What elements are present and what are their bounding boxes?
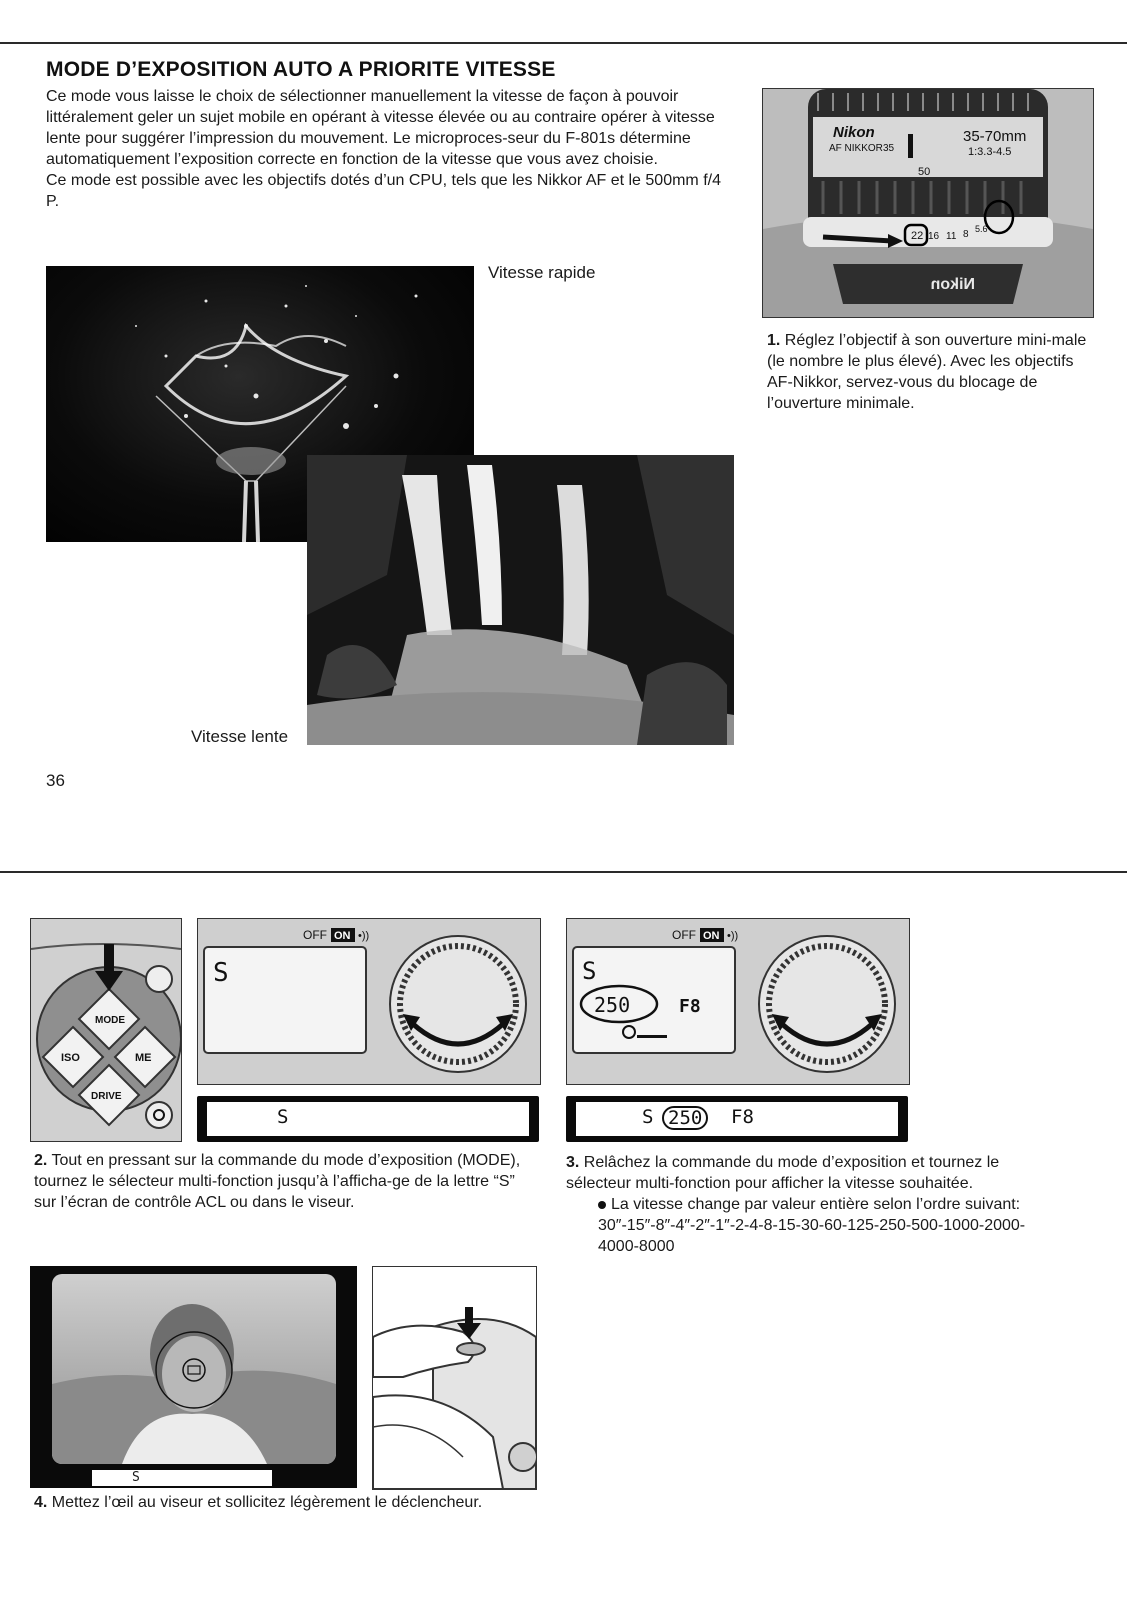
mode-button-label: MODE [95, 1015, 125, 1026]
caption-fast-shutter: Vitesse rapide [488, 263, 596, 282]
page-number: 36 [46, 771, 65, 790]
lcd-panel-b [566, 918, 910, 1085]
metering-button[interactable] [146, 966, 172, 992]
lens-mount-icon [509, 1443, 536, 1471]
finder-b-speed: 250 [662, 1106, 708, 1130]
lcd-panel-a-illustration [198, 919, 540, 1084]
iso-button-label: ISO [61, 1052, 80, 1064]
lcd-b-mode: S [582, 957, 597, 985]
viewfinder-display-b [566, 1096, 908, 1142]
button-panel-illustration [31, 919, 181, 1141]
bullet-icon [598, 1201, 606, 1209]
camera-button-panel [30, 918, 182, 1142]
finger-on-shutter-illustration [373, 1267, 536, 1489]
lens-illustration [763, 89, 1093, 317]
drive-button-label: DRIVE [91, 1091, 122, 1102]
shutter-release-illustration [372, 1266, 537, 1490]
top-rule [0, 42, 1127, 44]
aperture-5-6: 5.6 [975, 224, 988, 234]
waterfall-illustration [307, 455, 734, 745]
lens-closeup-photo [762, 88, 1094, 318]
step-1-number: 1. [767, 332, 781, 349]
finder-b-aperture: F8 [731, 1106, 754, 1128]
lens-focal-35: 35 [883, 143, 895, 154]
lcd-b-speed: 250 [594, 993, 631, 1017]
multi-function-dial-a[interactable] [390, 936, 526, 1072]
switch-off-label-b: OFF [672, 928, 696, 942]
step-2 [34, 1150, 534, 1213]
lens-focal-50: 50 [918, 166, 931, 178]
viewfinder-mode: S [132, 1470, 140, 1485]
viewfinder-image [30, 1266, 357, 1488]
step-2-number: 2. [34, 1152, 48, 1169]
switch-on-label-a: ON [334, 930, 351, 942]
intro-paragraph-1: Ce mode vous laisse le choix de sélectionner manuellement la vitesse de façon à pouvoir littéralement geler un sujet mobile en opérant à vitesse élevée ou au contraire opérer à vitesse lente pour suggérer l’impression du mouvement. Le microproces-seur du F-801s détermine automatiquement l’exposition correcte en fonction de la vitesse que vous avez choisie. [46, 88, 715, 168]
step-4 [34, 1492, 594, 1513]
self-timer-button[interactable] [146, 1102, 172, 1128]
step-3-bullet-text: La vitesse change par valeur entière selon l’ordre suivant: [611, 1196, 1021, 1213]
beep-icon-b: •)) [727, 930, 739, 942]
step-2-text: Tout en pressant sur la commande du mode d’exposition (MODE), tournez le sélecteur multi-fonction jusqu’à l’afficha-ge de la lettre “S” sur l’écran de contrôle ACL ou dans le viseur. [34, 1152, 521, 1211]
bottom-rule [0, 871, 1127, 873]
beep-icon-a: •)) [358, 930, 370, 942]
lens-model-label: AF NIKKOR [829, 143, 883, 154]
caption-slow-shutter: Vitesse lente [191, 727, 289, 746]
step-3-number: 3. [566, 1154, 580, 1171]
lens-brand-label: Nikon [833, 124, 875, 141]
portrait-illustration [52, 1274, 336, 1464]
lens-zoom-label: 35-70mm [963, 128, 1027, 145]
finder-a-mode: S [277, 1106, 289, 1128]
step-3 [566, 1152, 1066, 1257]
aperture-22: 22 [911, 230, 924, 242]
aperture-11: 11 [946, 231, 957, 242]
me-button-label: ME [135, 1052, 152, 1064]
slow-shutter-photo [307, 455, 734, 745]
switch-on-label-b: ON [703, 930, 720, 942]
lcd-a-mode: S [213, 958, 229, 988]
switch-off-label-a: OFF [303, 928, 327, 942]
step-4-text: Mettez l’œil au viseur et sollicitez légèrement le déclencheur. [51, 1494, 483, 1511]
shutter-speed-sequence: 30″-15″-8″-4″-2″-1″-2-4-8-15-30-60-125-250-500-1000-2000-4000-8000 [598, 1217, 1026, 1255]
finder-b-mode: S [642, 1106, 654, 1128]
intro-paragraph-2: Ce mode est possible avec les objectifs dotés d’un CPU, tels que les Nikkor AF et le 500mm f/4 P. [46, 172, 721, 210]
viewfinder-info-bar [92, 1470, 272, 1486]
viewfinder-display-a [197, 1096, 539, 1142]
lens-aperture-label: 1:3.3-4.5 [968, 146, 1012, 158]
lcd-panel-b-illustration [567, 919, 909, 1084]
page-title: MODE D’EXPOSITION AUTO A PRIORITE VITESSE [46, 58, 556, 81]
intro-text [46, 86, 736, 212]
step-3-text: Relâchez la commande du mode d’exposition et tournez le sélecteur multi-fonction pour afficher la vitesse souhaitée. [566, 1154, 1000, 1192]
step-1-text: Réglez l’objectif à son ouverture mini-male (le nombre le plus élevé). Avec les objectifs AF-Nikkor, servez-vous du blocage de l’ouverture minimale. [767, 332, 1087, 412]
step-3-bullet [566, 1194, 1066, 1257]
lcd-panel-a [197, 918, 541, 1085]
step-1 [767, 330, 1087, 414]
shutter-release-button[interactable] [457, 1343, 485, 1355]
prism-brand-label: Nikon [930, 276, 975, 293]
viewfinder-scene [52, 1274, 336, 1464]
multi-function-dial-b[interactable] [759, 936, 895, 1072]
aperture-16: 16 [928, 231, 940, 242]
lcd-b-aperture: F8 [679, 996, 701, 1017]
aperture-8: 8 [963, 229, 969, 240]
step-4-number: 4. [34, 1494, 48, 1511]
